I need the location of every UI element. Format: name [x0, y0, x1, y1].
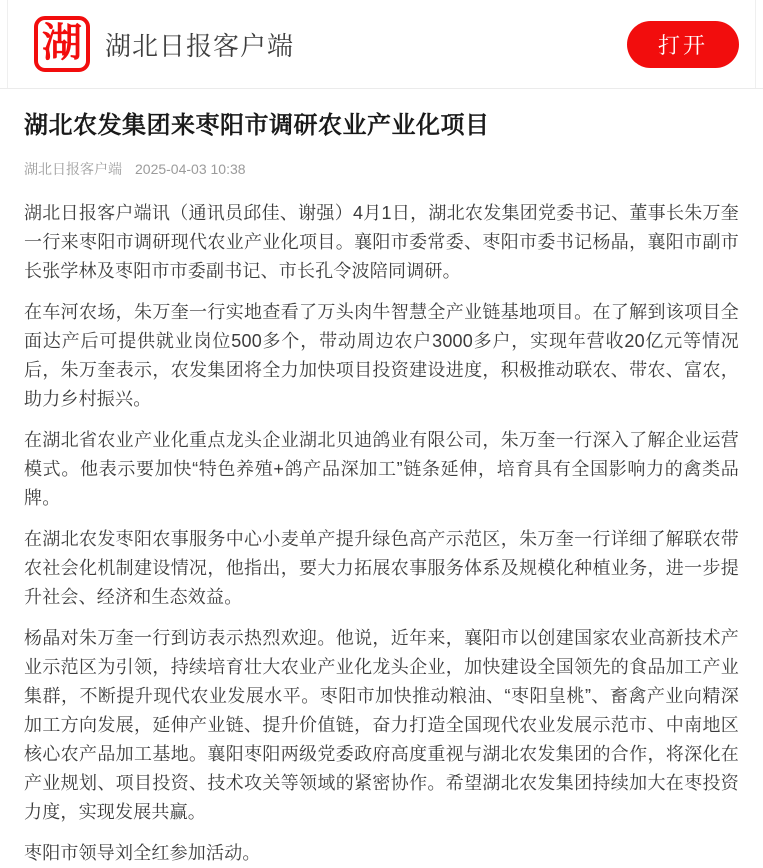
- article-title: 湖北农发集团来枣阳市调研农业产业化项目: [24, 112, 490, 139]
- article-source: 湖北日报客户端: [24, 160, 122, 177]
- article-meta: [24, 159, 739, 179]
- hubei-daily-seal-logo-icon: [34, 16, 90, 72]
- app-banner-inner: [7, 0, 756, 88]
- app-banner: [0, 0, 763, 89]
- article-body: [24, 199, 739, 868]
- article-paragraph: 在湖北农发枣阳农事服务中心小麦单产提升绿色高产示范区，朱万奎一行详细了解联农带农社会化机制建设情况，他指出，要大力拓展农事服务体系及规模化种植业务，进一步提升社会、经济和生态效益。: [24, 528, 739, 607]
- article-paragraph: 杨晶对朱万奎一行到访表示热烈欢迎。他说，近年来，襄阳市以创建国家农业高新技术产业示范区为引领，持续培育壮大农业产业化龙头企业，加快建设全国领先的食品加工产业集群，不断提升现代农业发展水平。枣阳市加快推动粮油、“枣阳皇桃”、畜禽产业向精深加工方向发展，延伸产业链、提升价值链，奋力打造全国现代农业发展示范市、中南地区核心农产品加工基地。襄阳枣阳两级党委政府高度重视与湖北农发集团的合作，将深化在产业规划、项目投资、技术攻关等领域的紧密协作。希望湖北农发集团持续加大在枣投资力度，实现发展共赢。: [24, 627, 739, 822]
- article-paragraph: 在车河农场，朱万奎一行实地查看了万头肉牛智慧全产业链基地项目。在了解到该项目全面达产后可提供就业岗位500多个，带动周边农户3000多户，实现年营收20亿元等情况后，朱万奎表示，农发集团将全力加快项目投资建设进度，积极推动联农、带农、富农，助力乡村振兴。: [24, 301, 739, 409]
- app-name: 湖北日报客户端: [105, 30, 295, 61]
- article-paragraph: 湖北日报客户端讯（通讯员邱佳、谢强）4月1日，湖北农发集团党委书记、董事长朱万奎一行来枣阳市调研现代农业产业化项目。襄阳市委常委、枣阳市委书记杨晶，襄阳市副市长张学林及枣阳市市委副书记、市长孔令波陪同调研。: [24, 202, 739, 281]
- article-paragraph: 枣阳市领导刘全红参加活动。: [24, 842, 261, 863]
- article: [0, 109, 763, 868]
- article-paragraph: 在湖北省农业产业化重点龙头企业湖北贝迪鸽业有限公司，朱万奎一行深入了解企业运营模式。他表示要加快“特色养殖+鸽产品深加工”链条延伸，培育具有全国影响力的禽类品牌。: [24, 429, 739, 508]
- article-publish-time: 2025-04-03 10:38: [135, 160, 246, 177]
- seal-logo-character: 湖: [42, 19, 82, 66]
- open-in-app-button[interactable]: 打开: [627, 21, 739, 68]
